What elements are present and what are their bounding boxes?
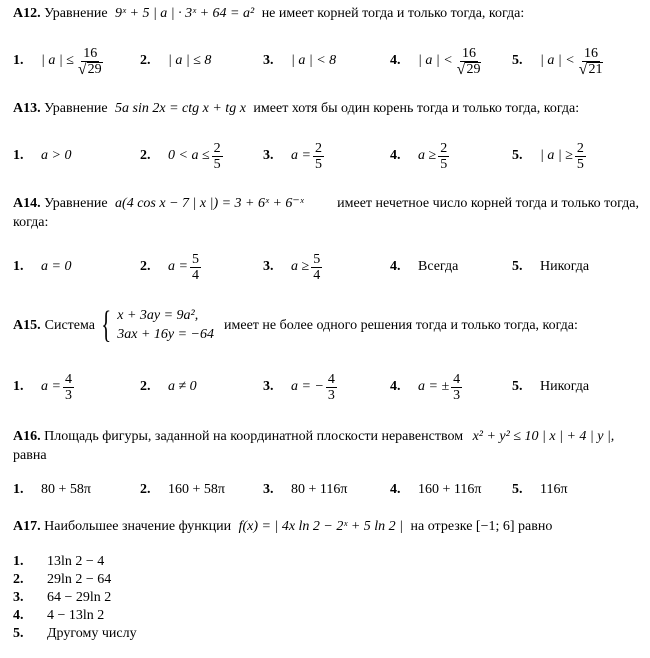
denominator: 3 xyxy=(64,387,72,403)
answer-option-2[interactable] xyxy=(140,472,225,508)
option-number: 1. xyxy=(13,482,24,497)
fraction xyxy=(313,141,324,172)
answer-option-1[interactable] xyxy=(13,553,104,571)
option-prefix: | a | < xyxy=(540,53,575,68)
option-expression xyxy=(540,46,607,77)
numerator: 2 xyxy=(213,140,221,156)
option-expression: 80 + 58π xyxy=(41,482,91,497)
numerator: 16 xyxy=(462,45,477,61)
answer-row-a16 xyxy=(0,472,650,508)
question-mid: на отрезке xyxy=(410,519,473,534)
option-number: 2. xyxy=(140,148,151,163)
numerator: 16 xyxy=(584,45,599,61)
option-expression: | a | ≤ 8 xyxy=(168,53,212,68)
option-prefix: | a | ≥ xyxy=(540,148,573,163)
radicand: 29 xyxy=(87,61,102,77)
fraction xyxy=(212,141,223,172)
question-tail-continued: равна xyxy=(13,448,47,463)
answer-option-5[interactable] xyxy=(512,472,568,508)
option-number: 1. xyxy=(13,259,24,274)
option-prefix: 0 < a ≤ xyxy=(168,148,210,163)
option-number: 2. xyxy=(13,572,24,587)
question-intro: Уравнение xyxy=(44,6,108,21)
numerator: 4 xyxy=(64,371,72,387)
option-prefix: | a | ≤ xyxy=(41,53,74,68)
answer-option-1[interactable] xyxy=(13,138,71,174)
option-prefix: a = ± xyxy=(418,379,450,394)
option-expression: 160 + 116π xyxy=(418,482,482,497)
question-intro: Уравнение xyxy=(44,196,108,211)
answer-option-4[interactable] xyxy=(390,43,485,79)
question-tail: имеет нечетное число корней тогда и только тогда, xyxy=(337,196,639,211)
option-number: 2. xyxy=(140,259,151,274)
answer-option-1[interactable] xyxy=(13,43,107,79)
answer-option-1[interactable] xyxy=(13,249,71,285)
option-number: 1. xyxy=(13,148,24,163)
question-tail: имеет хотя бы один корень тогда и только тогда, когда: xyxy=(253,101,580,116)
option-expression xyxy=(418,372,464,403)
option-number: 4. xyxy=(390,259,401,274)
answer-option-3[interactable] xyxy=(13,589,111,607)
option-number: 5. xyxy=(512,379,523,394)
question-a17-statement xyxy=(13,518,552,536)
option-number: 5. xyxy=(512,148,523,163)
option-prefix: a = xyxy=(291,148,311,163)
question-a15-statement xyxy=(13,306,578,344)
option-number: 3. xyxy=(13,590,24,605)
answer-row-a15 xyxy=(0,369,650,405)
option-number: 5. xyxy=(512,482,523,497)
answer-option-4[interactable] xyxy=(390,249,458,285)
option-prefix: | a | < xyxy=(418,53,453,68)
option-number: 5. xyxy=(512,53,523,68)
answer-option-5[interactable] xyxy=(512,249,589,285)
option-expression: Другому числу xyxy=(47,626,137,641)
question-intro: Система xyxy=(44,317,95,333)
radicand: 21 xyxy=(588,61,603,77)
question-tail: равно xyxy=(518,519,553,534)
option-number: 2. xyxy=(140,379,151,394)
answer-option-3[interactable] xyxy=(263,138,326,174)
answer-row-a13 xyxy=(0,138,650,174)
denominator: 5 xyxy=(314,156,322,172)
option-expression: 116π xyxy=(540,482,568,497)
option-number: 3. xyxy=(263,482,274,497)
option-number: 3. xyxy=(263,148,274,163)
equation-system xyxy=(97,306,214,344)
denominator: 5 xyxy=(440,156,448,172)
denominator: 4 xyxy=(191,267,199,283)
question-tail: имеет не более одного решения тогда и только тогда, когда: xyxy=(224,317,578,333)
question-label: А16. xyxy=(13,429,41,444)
question-a12-statement xyxy=(13,5,524,23)
brace-icon: { xyxy=(101,304,112,346)
answer-option-2[interactable] xyxy=(140,138,225,174)
fraction xyxy=(76,46,105,77)
option-number: 5. xyxy=(512,259,523,274)
fraction xyxy=(326,372,337,403)
denominator: 3 xyxy=(453,387,461,403)
system-line-1: x + 3ay = 9a², xyxy=(117,308,199,323)
question-intro: Уравнение xyxy=(44,101,108,116)
question-a16-statement xyxy=(13,428,614,446)
numerator: 4 xyxy=(327,371,335,387)
numerator: 2 xyxy=(576,140,584,156)
option-prefix: a ≥ xyxy=(291,259,310,274)
option-expression: 160 + 58π xyxy=(168,482,225,497)
question-a14-statement xyxy=(13,195,639,213)
answer-option-3[interactable] xyxy=(263,369,339,405)
answer-option-1[interactable] xyxy=(13,472,91,508)
system-line-2: 3ax + 16y = −64 xyxy=(117,327,215,342)
answer-option-3[interactable] xyxy=(263,43,336,79)
question-label: А13. xyxy=(13,101,41,116)
numerator: 5 xyxy=(313,251,321,267)
option-expression: 4 − 13ln 2 xyxy=(47,608,105,623)
option-expression xyxy=(168,252,203,283)
option-expression xyxy=(41,46,107,77)
interval: [−1; 6] xyxy=(475,519,515,534)
answer-option-3[interactable] xyxy=(263,249,324,285)
answer-option-4[interactable] xyxy=(390,138,451,174)
option-prefix: a = − xyxy=(291,379,324,394)
option-expression: Никогда xyxy=(540,379,590,394)
option-expression: Никогда xyxy=(540,259,590,274)
function-expression: f(x) = | 4x ln 2 − 2ˣ + 5 ln 2 | xyxy=(238,519,404,534)
numerator: 4 xyxy=(453,371,461,387)
question-tail: не имеет корней тогда и только тогда, когда: xyxy=(261,6,525,21)
option-prefix: a = xyxy=(168,259,188,274)
answer-option-4[interactable] xyxy=(390,369,464,405)
answer-option-2[interactable] xyxy=(13,571,111,589)
radicand: 29 xyxy=(466,61,481,77)
answer-option-4[interactable] xyxy=(13,607,104,625)
denominator: √ 21 xyxy=(578,60,603,78)
fraction xyxy=(455,46,484,77)
option-expression: Всегда xyxy=(418,259,459,274)
option-number: 4. xyxy=(390,53,401,68)
option-number: 3. xyxy=(263,53,274,68)
option-number: 5. xyxy=(13,626,24,641)
answer-row-a12 xyxy=(0,43,650,79)
option-expression: 13ln 2 − 4 xyxy=(47,554,105,569)
answer-option-2[interactable] xyxy=(140,369,197,405)
option-number: 2. xyxy=(140,53,151,68)
fraction xyxy=(451,372,462,403)
numerator: 2 xyxy=(440,140,448,156)
inequality: x² + y² ≤ 10 | x | + 4 | y |, xyxy=(472,429,615,444)
equation: a(4 cos x − 7 | x |) = 3 + 6ˣ + 6⁻ˣ xyxy=(115,196,304,211)
fraction xyxy=(190,252,201,283)
denominator: √ 29 xyxy=(456,60,481,78)
question-label: А17. xyxy=(13,519,41,534)
question-text: Наибольшее значение функции xyxy=(44,519,232,534)
option-expression xyxy=(418,46,485,77)
option-prefix: a ≥ xyxy=(418,148,437,163)
option-expression xyxy=(540,141,588,172)
fraction xyxy=(575,141,586,172)
option-expression xyxy=(291,252,324,283)
option-expression: 80 + 116π xyxy=(291,482,348,497)
answer-option-2[interactable] xyxy=(140,43,211,79)
numerator: 5 xyxy=(191,251,199,267)
denominator: 4 xyxy=(313,267,321,283)
option-number: 4. xyxy=(13,608,24,623)
question-head xyxy=(13,195,308,213)
fraction xyxy=(438,141,449,172)
option-number: 1. xyxy=(13,53,24,68)
option-expression xyxy=(168,141,225,172)
question-text: Площадь фигуры, заданной на координатной плоскости неравенством xyxy=(44,429,464,444)
denominator: 3 xyxy=(327,387,335,403)
option-number: 3. xyxy=(263,379,274,394)
option-number: 4. xyxy=(390,482,401,497)
question-label: А12. xyxy=(13,6,41,21)
option-number: 3. xyxy=(263,259,274,274)
answer-option-5[interactable] xyxy=(512,369,589,405)
answer-option-5[interactable] xyxy=(512,138,588,174)
option-number: 4. xyxy=(390,148,401,163)
option-number: 2. xyxy=(140,482,151,497)
option-expression: a > 0 xyxy=(41,148,72,163)
fraction xyxy=(577,46,606,77)
answer-option-2[interactable] xyxy=(140,249,203,285)
option-expression: 29ln 2 − 64 xyxy=(47,572,112,587)
question-a13-statement xyxy=(13,100,579,118)
system-lines xyxy=(117,306,214,344)
option-number: 1. xyxy=(13,554,24,569)
option-prefix: a = xyxy=(41,379,61,394)
numerator: 2 xyxy=(314,140,322,156)
answer-option-3[interactable] xyxy=(263,472,347,508)
equation: 5a sin 2x = ctg x + tg x xyxy=(115,101,246,116)
option-expression: 64 − 29ln 2 xyxy=(47,590,112,605)
denominator: 5 xyxy=(576,156,584,172)
option-expression xyxy=(41,372,76,403)
question-label: А15. xyxy=(13,317,41,333)
answer-option-5[interactable] xyxy=(512,43,607,79)
denominator: √ 29 xyxy=(77,60,102,78)
question-tail-continued: когда: xyxy=(13,215,49,230)
answer-option-4[interactable] xyxy=(390,472,481,508)
fraction xyxy=(63,372,74,403)
answer-option-1[interactable] xyxy=(13,369,76,405)
equation: 9ˣ + 5 | a | · 3ˣ + 64 = a² xyxy=(115,6,255,21)
numerator: 16 xyxy=(83,45,98,61)
option-expression xyxy=(291,372,339,403)
option-expression: | a | < 8 xyxy=(291,53,337,68)
fraction xyxy=(311,252,322,283)
answer-option-5[interactable] xyxy=(13,625,137,643)
option-expression xyxy=(291,141,326,172)
option-number: 1. xyxy=(13,379,24,394)
option-expression: a = 0 xyxy=(41,259,72,274)
answer-row-a14 xyxy=(0,249,650,285)
denominator: 5 xyxy=(213,156,221,172)
option-number: 4. xyxy=(390,379,401,394)
option-expression: a ≠ 0 xyxy=(168,379,197,394)
question-label: А14. xyxy=(13,196,41,211)
option-expression xyxy=(418,141,451,172)
